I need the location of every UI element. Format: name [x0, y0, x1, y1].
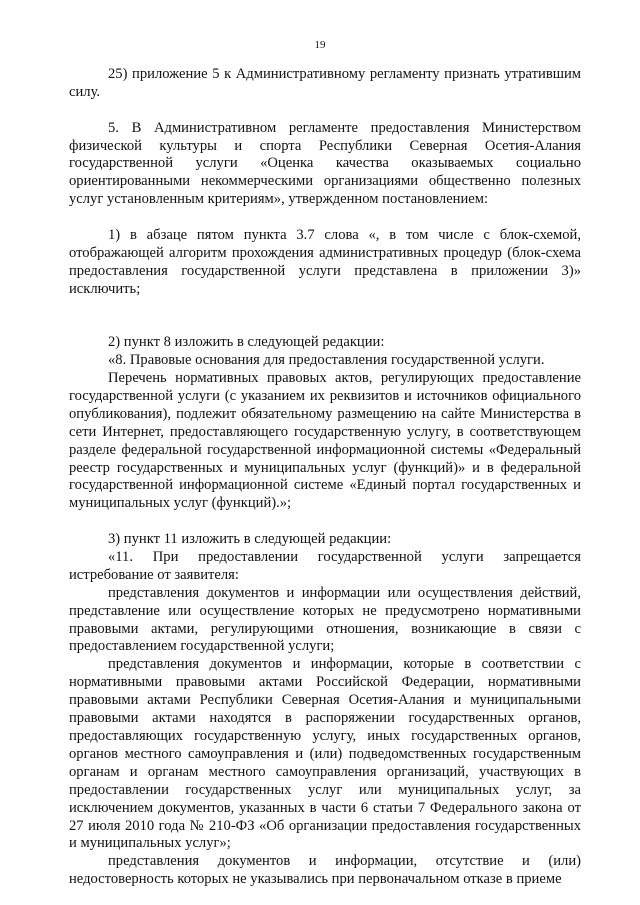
paragraph-section-5: 5. В Административном регламенте предоставления Министерством физической культуры и спорта Республики Северная Осетия-Алания государственной услуги «Оценка качества оказываемых социально ориентированными некоммерческими организациями общественно полезных услуг установленным критериям», утвержденном постановлением: — [69, 119, 581, 208]
paragraph-clause-11-item-2: представления документов и информации, которые в соответствии с нормативными правовыми актами Российской Федерации, нормативными правовыми актами Республики Северная Осетия-Алания и муниципальными правовыми актами находятся в распоряжении государственных органов, предоставляющих государственную услугу, иных государственных органов, органов местного самоуправления и (или) подведомственных государственным органам и органам местного самоуправления организаций, участвующих в предоставлении государственных услуг или муниципальных услуг, за исключением документов, указанных в части 6 статьи 7 Федерального закона от 27 июля 2010 года № 210-ФЗ «Об организации предоставления государственных и муниципальных услуг»; — [69, 656, 581, 852]
paragraph-spacer — [69, 316, 581, 334]
paragraph-clause-8-body: Перечень нормативных правовых актов, регулирующих предоставление государственной услуги (с указанием их реквизитов и источников официального опубликования), подлежит обязательному размещению на сайте Министерства в сети Интернет, предоставляющего государственную услугу, в соответствующем разделе федеральной государственной информационной системы «Федеральный реестр государственных и муниципальных услуг (функций)» и в федеральной государственной информационной системе «Единый портал государственных и муниципальных услуг (функций).»; — [69, 369, 581, 512]
paragraph-spacer — [69, 299, 581, 317]
paragraph-spacer — [69, 513, 581, 531]
paragraph-clause-8-heading: «8. Правовые основания для предоставления государственной услуги. — [108, 352, 545, 369]
page-number: 19 — [314, 39, 326, 51]
paragraph-spacer — [69, 102, 581, 120]
document-body — [69, 66, 581, 889]
paragraph-item-25: 25) приложение 5 к Административному регламенту признать утратившим силу. — [69, 66, 581, 100]
paragraph-item-2: 2) пункт 8 изложить в следующей редакции: — [108, 334, 385, 351]
paragraph-spacer — [69, 209, 581, 227]
paragraph-item-3: 3) пункт 11 изложить в следующей редакции: — [108, 531, 392, 548]
paragraph-item-1: 1) в абзаце пятом пункта 3.7 слова «, в том числе с блок-схемой, отображающей алгоритм прохождения административных процедур (блок-схема предоставления государственной услуги представлена в приложении 3)» исключить; — [69, 226, 581, 297]
paragraph-clause-11-item-1: представления документов и информации или осуществления действий, представление или осуществление которых не предусмотрено нормативными правовыми актами, регулирующими отношения, возникающие в связи с предоставлением государственной услуги; — [69, 584, 581, 655]
paragraph-clause-11-heading: «11. При предоставлении государственной услуги запрещается истребование от заявителя: — [69, 548, 581, 583]
paragraph-clause-11-item-3: представления документов и информации, отсутствие и (или) недостоверность которых не указывались при первоначальном отказе в приеме — [69, 853, 581, 888]
